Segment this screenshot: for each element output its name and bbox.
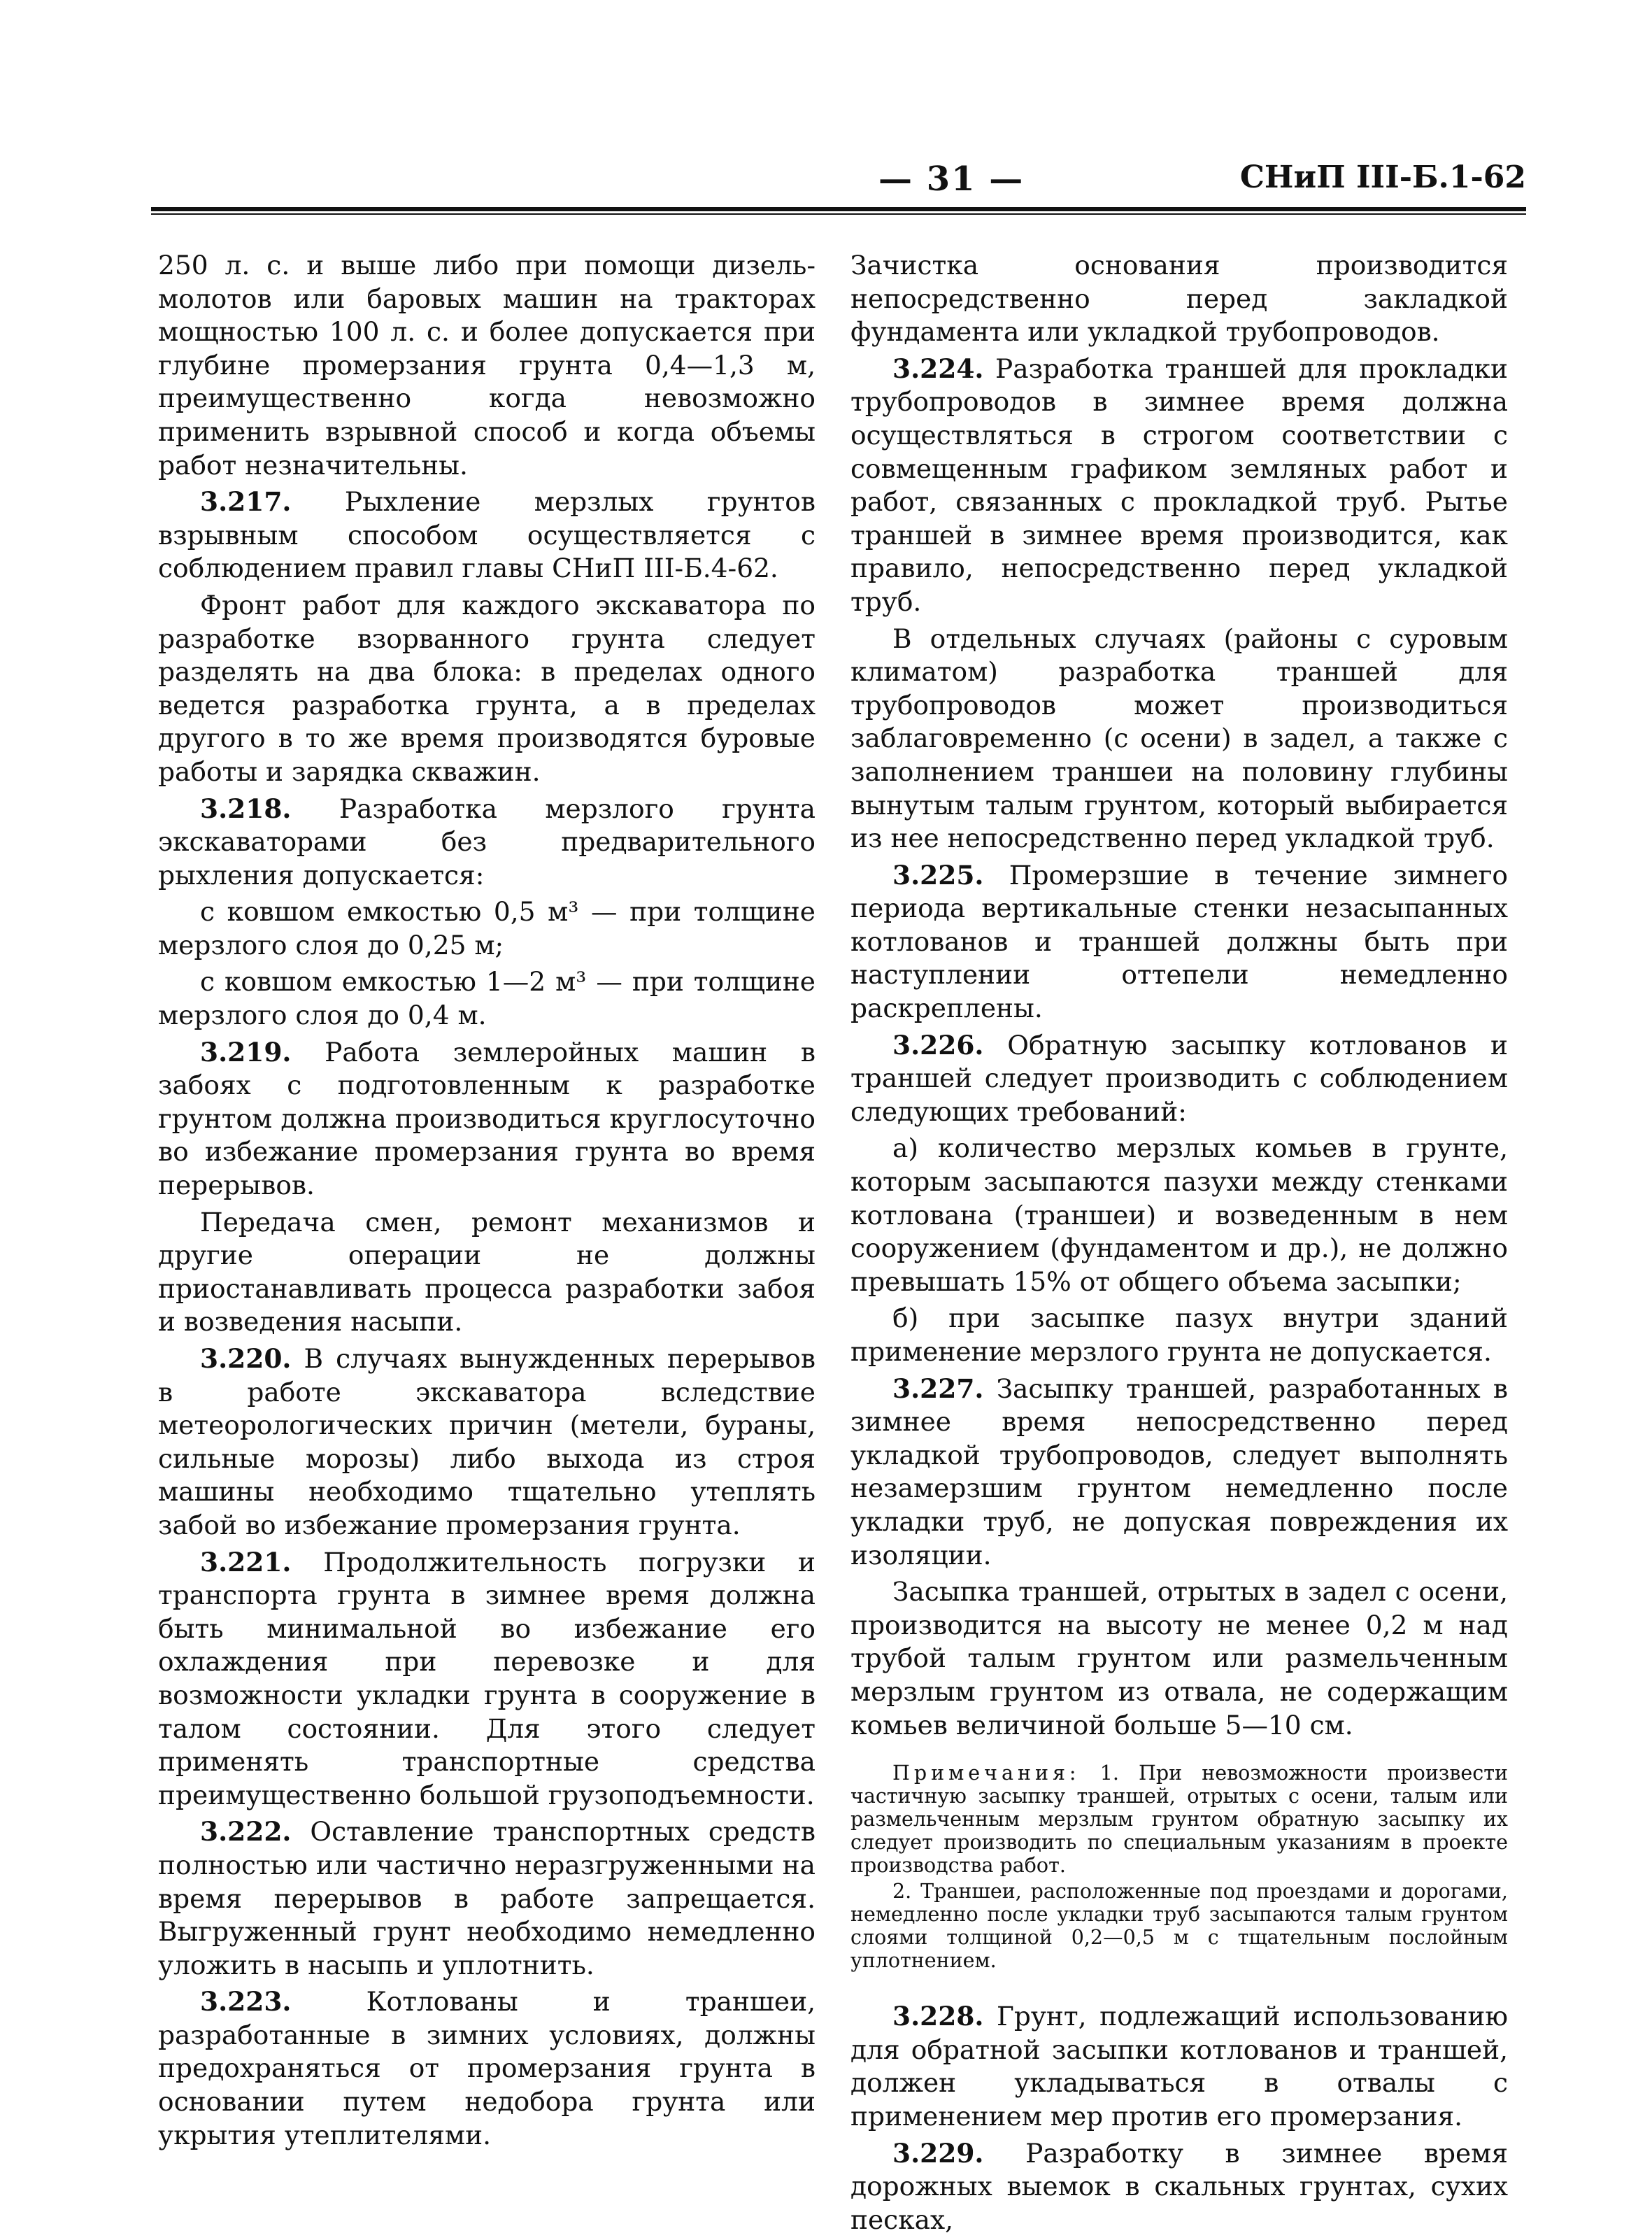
notes-block [850,1761,1508,1972]
paragraph [850,1373,1508,1573]
paragraph [158,1546,816,1813]
notes-title-line [850,1761,1508,1877]
paragraph [158,1206,816,1339]
clause-number: 3.229. [892,2137,984,2169]
paragraph-text: б) при засыпке пазух внутри зданий применение мерзлого грунта не допускается. [850,1303,1508,1367]
clause-number: 3.223. [200,1986,292,2018]
page-header [151,160,1526,201]
paragraph [158,1036,816,1203]
paragraph-text: Грунт, подлежащий использованию для обратной засыпки котлованов и траншей, должен укладываться в отвалы с применением мер против его промерзания. [850,2001,1508,2132]
clause-number: 3.218. [200,793,292,824]
clause-number: 3.226. [892,1029,984,1061]
paragraph-text: Засыпка траншей, отрытых в задел с осени, производится на высоту не менее 0,2 м над трубой талым грунтом или размельченным мерзлым грунтом из отвала, не содержащим комьев величиной больше 5—10 см. [850,1576,1508,1741]
document-code: СНиП III-Б.1-62 [1239,160,1526,195]
paragraph [850,1029,1508,1129]
paragraph [158,965,816,1032]
paragraph-text: Оставление транспортных средств полностью или частично неразгруженными на время перерывов в работе запрещается. Выгруженный грунт необходимо немедленно уложить в насыпь и уплотнить. [158,1816,816,1980]
clause-number: 3.221. [200,1546,292,1578]
left-column [158,249,816,2155]
paragraph-text: Разработку в зимнее время дорожных выемок в скальных грунтах, сухих песках, [850,2137,1508,2235]
clause-number: 3.227. [892,1373,984,1404]
paragraph [158,1342,816,1543]
paragraph [158,1985,816,2152]
paragraph [850,623,1508,856]
paragraph-text: а) количество мерзлых комьев в грунте, которым засыпаются пазухи между стенками котлована (траншеи) и возведенным в нем сооружением (фундаментом и др.), не должно превышать 15% от общего объема засыпки; [850,1133,1508,1297]
paragraph [850,1132,1508,1298]
paragraph-text: Продолжительность погрузки и транспорта грунта в зимнее время должна быть минимальной во избежание его охлаждения при перевозке и для возможности укладки грунта в сооружение в талом состоянии. Для этого следует применять транспортные средства преимущественно большой грузоподъемности. [158,1546,816,1810]
paragraph [850,2137,1508,2237]
clause-number: 3.220. [200,1343,292,1374]
paragraph-text: Обратную засыпку котлованов и траншей следует производить с соблюдением следующих требований: [850,1029,1508,1127]
paragraph-text: Передача смен, ремонт механизмов и другие операции не должны приостанавливать процесса разработки забоя и возведения насыпи. [158,1206,816,1338]
note-item: 1. При невозможности произвести частичную засыпку траншей, отрытых с осени, талым или размельченным мерзлым грунтом обратную засыпку их следует производить по специальным указаниям в проекте производства работ. [850,1761,1508,1878]
paragraph [158,1815,816,1982]
paragraph-text: с ковшом емкостью 0,5 м³ — при толщине мерзлого слоя до 0,25 м; [158,896,816,960]
note-item: 2. Траншеи, расположенные под проездами и дорогами, немедленно после укладки труб засыпаются талым грунтом слоями толщиной 0,2—0,5 м с тщательным послойным уплотнением. [850,1880,1508,1973]
clause-number: 3.225. [892,859,984,891]
paragraph-text: В случаях вынужденных перерывов в работе экскаватора вследствие метеорологических причин (метели, бураны, сильные морозы) либо выхода из строя машины необходимо тщательно утеплять забой во избежание промерзания грунта. [158,1343,816,1540]
paragraph-text: Разработка мерзлого грунта экскаваторами без предварительного рыхления допускается: [158,793,816,891]
paragraph-text: Промерзшие в течение зимнего периода вертикальные стенки незасыпанных котлованов и траншей должны быть при наступлении оттепели немедленно раскреплены. [850,859,1508,1024]
paragraph [850,353,1508,619]
clause-number: 3.219. [200,1036,292,1068]
right-column [850,249,1508,2240]
paragraph [850,249,1508,349]
paragraph [850,2000,1508,2133]
paragraph-text: Зачистка основания производится непосредственно перед закладкой фундамента или укладкой трубопроводов. [850,250,1508,348]
notes-title: Примечания: [892,1761,1081,1785]
paragraph [850,1575,1508,1742]
paragraph-text: В отдельных случаях (районы с суровым климатом) разработка траншей для трубопроводов может производиться заблаговременно (с осени) в задел, а также с заполнением траншеи на половину глубины вынутым талым грунтом, который выбирается из нее непосредственно перед укладкой труб. [850,623,1508,854]
paragraph [850,859,1508,1026]
paragraph-text: Разработка траншей для прокладки трубопроводов в зимнее время должна осуществляться в строгом соответствии с совмещенным графиком земляных работ и работ, связанных с прокладкой труб. Рытье траншей в зимнее время производится, как правило, непосредственно перед укладкой труб. [850,353,1508,617]
paragraph-text: Работа землеройных машин в забоях с подготовленным к разработке грунтом должна производиться круглосуточно во избежание промерзания грунта во время перерывов. [158,1036,816,1201]
paragraph-text: Засыпку траншей, разработанных в зимнее время непосредственно перед укладкой трубопроводов, следует выполнять незамерзшим грунтом немедленно после укладки труб, не допуская повреждения их изоляции. [850,1373,1508,1571]
paragraph [158,485,816,586]
clause-number: 3.228. [892,2001,984,2032]
clause-number: 3.224. [892,353,984,384]
paragraph-text: Рыхление мерзлых грунтов взрывным способом осуществляется с соблюдением правил главы СНиП III-Б.4-62. [158,486,816,584]
paragraph [158,589,816,789]
paragraph-text: 250 л. с. и выше либо при помощи дизель-молотов или баровых машин на тракторах мощностью 100 л. с. и более допускается при глубине промерзания грунта 0,4—1,3 м, преимущественно когда невозможно применить взрывной способ и когда объемы работ незначительны. [158,250,816,481]
paragraph-text: Фронт работ для каждого экскаватора по разработке взорванного грунта следует разделять на два блока: в пределах одного ведется разработка грунта, а в пределах другого в то же время производятся буровые работы и зарядка скважин. [158,589,816,787]
paragraph-text: с ковшом емкостью 1—2 м³ — при толщине мерзлого слоя до 0,4 м. [158,966,816,1031]
clause-number: 3.222. [200,1816,292,1848]
paragraph-text: Котлованы и траншеи, разработанные в зимних условиях, должны предохраняться от промерзания грунта в основании путем недобора грунта или укрытия утеплителями. [158,1986,816,2150]
paragraph [158,895,816,962]
paragraph [850,1302,1508,1368]
paragraph [158,249,816,482]
header-rule [151,207,1526,215]
page-number: — 31 — [878,160,1025,199]
paragraph [158,793,816,893]
clause-number: 3.217. [200,486,292,518]
